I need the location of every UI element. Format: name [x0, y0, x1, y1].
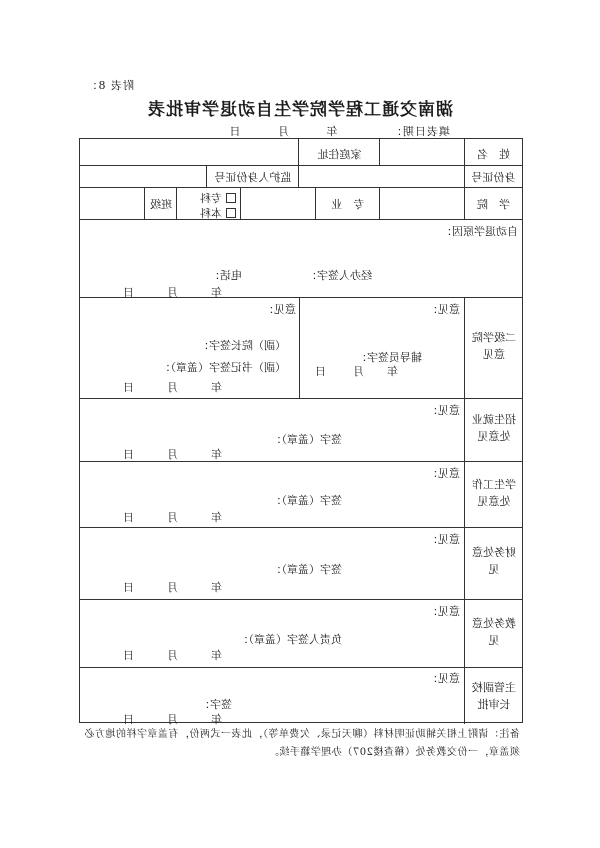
student-affairs-label: 学生工作处意见: [472, 478, 516, 508]
row-line: [80, 187, 522, 188]
fill-date-month: 月: [277, 125, 289, 138]
label-id-number: 身份证号: [471, 171, 516, 184]
footnote: 备注：请附上相关辅助证明材料（聊天记录、欠费单等），此表一式两份，有盖章字样的地方必须盖章，一份交教务处（稽查楼207）办理学籍手续。: [84, 729, 520, 758]
dean-opinion: 意见：: [263, 303, 296, 316]
academic-month: 月: [167, 649, 178, 662]
counselor-sign: 辅导员签字：: [356, 351, 422, 364]
counselor-day: 日: [315, 365, 326, 378]
vice-president-label: 主管副校长审批: [472, 681, 516, 711]
dean-day: 日: [123, 381, 134, 394]
student-affairs-month: 月: [167, 511, 178, 524]
counselor-month: 月: [353, 365, 364, 378]
col-line: [299, 297, 300, 398]
fill-date-year: 年: [325, 125, 338, 138]
admissions-year: 年: [211, 448, 222, 461]
label-name: 姓 名: [477, 148, 510, 161]
finance-year: 年: [211, 581, 222, 594]
row-line: [80, 599, 522, 600]
admissions-office-label: 招生就业处意见: [472, 413, 516, 443]
row-line: [80, 219, 522, 220]
row-line: [80, 461, 522, 462]
academic-sign: 负责人签字（盖章）：: [237, 633, 342, 646]
bachelor-label: 本科: [200, 207, 222, 220]
admissions-day: 日: [123, 448, 134, 461]
student-affairs-day: 日: [123, 511, 134, 524]
vice-president-year: 年: [211, 713, 222, 726]
col-line: [240, 187, 241, 219]
form-title: 湖南交通工程学院学生自动退学审批表: [147, 100, 453, 120]
student-affairs-year: 年: [211, 511, 222, 524]
student-affairs-opinion: 意见：: [427, 467, 460, 480]
junior-label: 专科: [200, 192, 222, 205]
finance-month: 月: [167, 581, 178, 594]
handler-sign: 经办人签字：: [306, 269, 372, 282]
dean-sign: （副）院长签字：: [198, 339, 286, 352]
secondary-college-label: 二级学院意见: [472, 331, 516, 361]
admissions-month: 月: [167, 448, 178, 461]
row-line: [80, 398, 522, 399]
label-major: 专 业: [331, 198, 365, 211]
fill-date-day: 日: [228, 125, 241, 138]
label-college: 学 院: [477, 198, 510, 211]
student-affairs-sign: 签字（盖章）：: [270, 494, 342, 507]
finance-sign: 签字（盖章）：: [270, 563, 342, 576]
finance-opinion: 意见：: [427, 533, 460, 546]
label-class: 班级: [150, 198, 172, 211]
junior-checkbox[interactable]: [222, 192, 236, 205]
dean-year: 年: [211, 381, 222, 394]
secretary-sign: （副）书记签字（盖章）：: [159, 361, 286, 374]
reason-year: 年: [211, 286, 222, 299]
admissions-sign: 签字（盖章）：: [270, 433, 342, 446]
bachelor-checkbox[interactable]: [222, 207, 236, 220]
dean-month: 月: [167, 381, 178, 394]
reason-label: 自动退学原因：: [441, 225, 518, 238]
vice-president-month: 月: [167, 713, 178, 726]
label-home-address: 家庭住址: [317, 148, 362, 161]
col-line: [464, 297, 465, 724]
academic-affairs-label: 教务处意见: [472, 617, 516, 647]
vice-president-sign: 签字：: [199, 698, 232, 711]
vice-president-day: 日: [123, 713, 134, 726]
row-line: [80, 297, 522, 298]
form-table: [79, 138, 523, 726]
academic-year: 年: [211, 649, 222, 662]
row-line: [80, 165, 522, 166]
reason-day: 日: [123, 286, 134, 299]
vice-president-opinion: 意见：: [427, 672, 460, 685]
attachment-label: 附表 8：: [85, 79, 134, 92]
label-guardian-id: 监护人身份证号: [214, 171, 292, 184]
fill-date-label: 填表日期：: [390, 125, 450, 138]
option-junior: [200, 190, 236, 206]
row-line: [80, 527, 522, 528]
reason-month: 月: [167, 286, 178, 299]
row-line: [80, 667, 522, 668]
counselor-opinion: 意见：: [427, 303, 460, 316]
handler-phone: 电话：: [209, 269, 242, 282]
option-bachelor: [200, 205, 236, 221]
academic-day: 日: [123, 649, 134, 662]
academic-opinion: 意见：: [427, 605, 460, 618]
counselor-year: 年: [387, 365, 398, 378]
finance-office-label: 财务处意见: [472, 546, 516, 576]
fill-date: [221, 123, 451, 139]
finance-day: 日: [123, 581, 134, 594]
admissions-opinion: 意见：: [427, 404, 460, 417]
